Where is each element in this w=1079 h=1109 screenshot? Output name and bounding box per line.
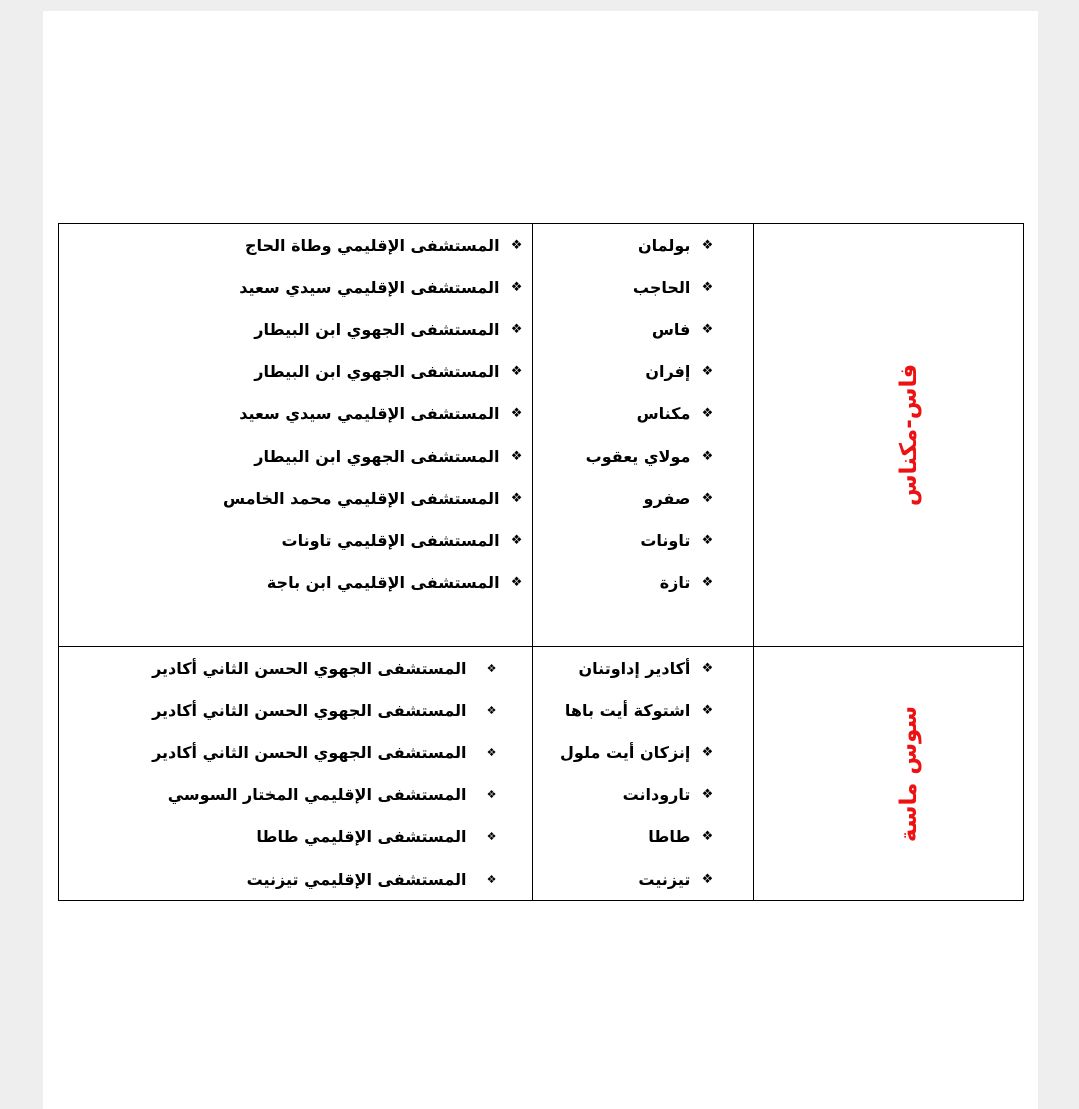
diamond-bullet-icon: ❖ (486, 830, 497, 844)
diamond-bullet-icon: ❖ (510, 364, 523, 380)
hospital-item (59, 435, 532, 477)
hospital-item (59, 308, 532, 350)
hospital-item (59, 774, 532, 816)
province-item (533, 562, 754, 604)
province-item-text: مكناس (636, 404, 691, 424)
region-cell (754, 224, 1024, 647)
hospital-item-text: المستشفى الإقليمي سيدي سعيد (239, 277, 500, 297)
province-item-text: إفران (645, 362, 691, 382)
region-row-souss-massa (59, 647, 1024, 901)
province-item (533, 224, 754, 266)
diamond-bullet-icon: ❖ (486, 703, 497, 717)
hospital-item-text: المستشفى الإقليمي طاطا (256, 827, 467, 847)
diamond-bullet-icon: ❖ (701, 364, 714, 380)
province-item (533, 308, 754, 350)
diamond-bullet-icon: ❖ (701, 237, 714, 253)
hospital-item-text: المستشفى الجهوي ابن البيطار (254, 319, 500, 339)
hospital-item-text: المستشفى الإقليمي ابن باجة (266, 573, 500, 593)
diamond-bullet-icon: ❖ (701, 744, 714, 760)
province-item (533, 519, 754, 561)
hospital-item (59, 816, 532, 858)
diamond-bullet-icon: ❖ (486, 788, 497, 802)
hospital-item-text: المستشفى الإقليمي تاونات (281, 530, 500, 550)
diamond-bullet-icon: ❖ (510, 321, 523, 337)
provinces-cell (532, 647, 754, 901)
hospital-item (59, 689, 532, 731)
region-row-fes-meknes (59, 224, 1024, 647)
diamond-bullet-icon: ❖ (701, 532, 714, 548)
province-item-text: الحاجب (632, 277, 691, 297)
provinces-list (533, 647, 754, 900)
hospitals-cell (59, 224, 533, 647)
hospital-item-text: المستشفى الجهوي الحسن الثاني أكادير (152, 658, 467, 678)
province-item (533, 647, 754, 689)
hospitals-list (59, 224, 532, 604)
hospitals-list (59, 647, 532, 900)
hospital-item-text: المستشفى الجهوي ابن البيطار (254, 446, 500, 466)
province-item (533, 816, 754, 858)
diamond-bullet-icon: ❖ (510, 279, 523, 295)
hospital-item-text: المستشفى الجهوي الحسن الثاني أكادير (152, 742, 467, 762)
hospital-item (59, 858, 532, 900)
provinces-cell (532, 224, 754, 647)
region-name: سوس ماسة (896, 705, 923, 842)
province-item-text: تاونات (640, 530, 691, 550)
province-item-text: طاطا (648, 827, 691, 847)
hospital-item (59, 266, 532, 308)
hospital-item (59, 562, 532, 604)
province-item (533, 266, 754, 308)
diamond-bullet-icon: ❖ (486, 872, 497, 886)
hospital-item-text: المستشفى الإقليمي محمد الخامس (223, 488, 500, 508)
province-item (533, 858, 754, 900)
diamond-bullet-icon: ❖ (510, 237, 523, 253)
hospital-item-text: المستشفى الإقليمي سيدي سعيد (239, 404, 500, 424)
hospitals-cell (59, 647, 533, 901)
hospital-item-text: المستشفى الإقليمي المختار السوسي (167, 785, 467, 805)
hospital-item (59, 393, 532, 435)
diamond-bullet-icon: ❖ (701, 702, 714, 718)
province-item-text: أكادير إداوتنان (578, 658, 691, 678)
diamond-bullet-icon: ❖ (701, 490, 714, 506)
regions-table (58, 223, 1024, 901)
diamond-bullet-icon: ❖ (510, 490, 523, 506)
diamond-bullet-icon: ❖ (701, 871, 714, 887)
hospital-item-text: المستشفى الجهوي الحسن الثاني أكادير (152, 700, 467, 720)
hospital-item-text: المستشفى الإقليمي وطاة الحاج (244, 235, 500, 255)
region-name: فاس-مكناس (896, 363, 923, 507)
province-item (533, 731, 754, 773)
diamond-bullet-icon: ❖ (510, 532, 523, 548)
diamond-bullet-icon: ❖ (701, 787, 714, 803)
diamond-bullet-icon: ❖ (486, 745, 497, 759)
diamond-bullet-icon: ❖ (701, 829, 714, 845)
hospital-item (59, 731, 532, 773)
diamond-bullet-icon: ❖ (510, 575, 523, 591)
province-item-text: تارودانت (622, 785, 691, 805)
province-item (533, 351, 754, 393)
provinces-list (533, 224, 754, 604)
province-item (533, 774, 754, 816)
hospital-item-text: المستشفى الإقليمي تيزنيت (246, 869, 467, 889)
region-cell (754, 647, 1024, 901)
province-item (533, 477, 754, 519)
province-item-text: مولاي يعقوب (585, 446, 691, 466)
diamond-bullet-icon: ❖ (486, 661, 497, 675)
diamond-bullet-icon: ❖ (701, 406, 714, 422)
diamond-bullet-icon: ❖ (701, 321, 714, 337)
hospital-item-text: المستشفى الجهوي ابن البيطار (254, 362, 500, 382)
diamond-bullet-icon: ❖ (510, 448, 523, 464)
diamond-bullet-icon: ❖ (701, 660, 714, 676)
province-item-text: بولمان (637, 235, 691, 255)
province-item (533, 393, 754, 435)
diamond-bullet-icon: ❖ (701, 448, 714, 464)
hospital-item (59, 519, 532, 561)
diamond-bullet-icon: ❖ (510, 406, 523, 422)
province-item-text: تازة (659, 573, 691, 593)
diamond-bullet-icon: ❖ (701, 279, 714, 295)
hospital-item (59, 477, 532, 519)
hospital-item (59, 351, 532, 393)
province-item (533, 435, 754, 477)
province-item-text: إنزكان أيت ملول (560, 742, 691, 762)
hospital-item (59, 647, 532, 689)
province-item-text: صفرو (643, 488, 691, 508)
province-item-text: تيزنيت (638, 869, 691, 889)
province-item-text: اشتوكة أيت باها (564, 700, 691, 720)
province-item-text: فاس (651, 319, 691, 339)
province-item (533, 689, 754, 731)
hospital-item (59, 224, 532, 266)
diamond-bullet-icon: ❖ (701, 575, 714, 591)
